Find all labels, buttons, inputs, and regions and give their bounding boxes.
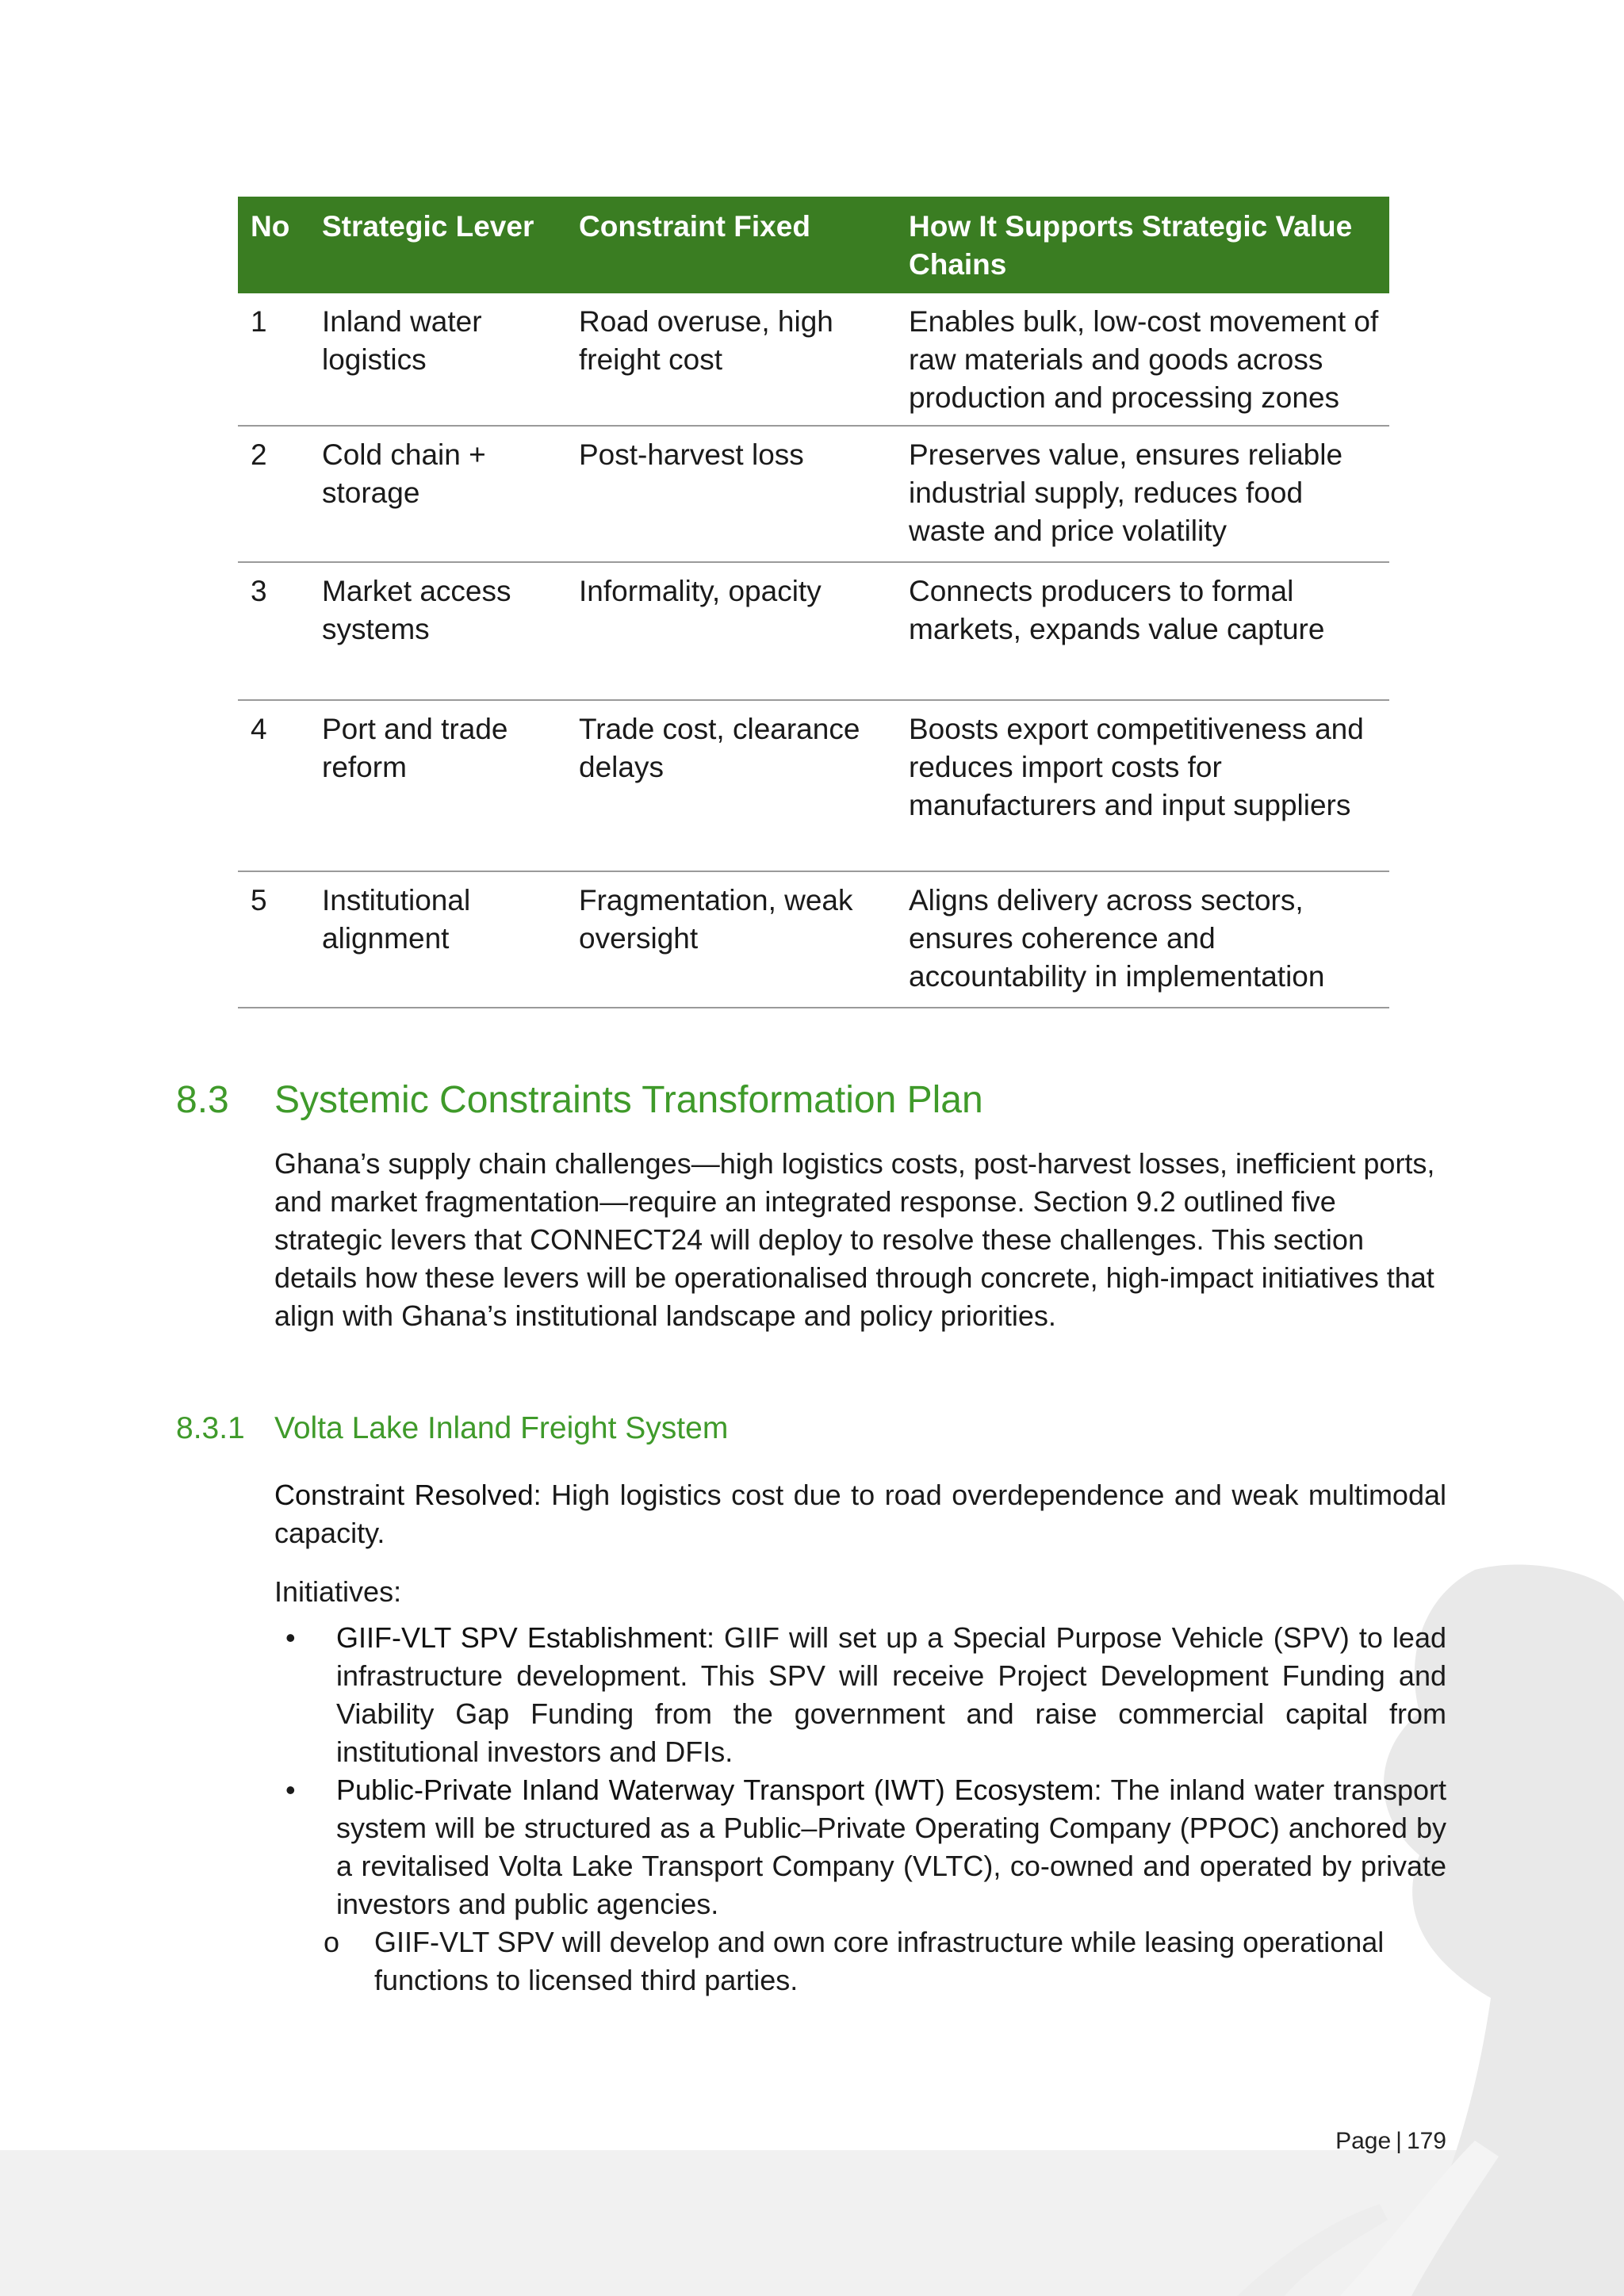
bullet-text — [336, 1619, 1446, 1771]
section-intro-paragraph: Ghana’s supply chain challenges—high logistics costs, post-harvest losses, inefficient ports, and market fragmentation—require an integrated response. Section 9.2 outlined five strategic levers that CONNECT24 will deploy to resolve these challenges. This section details how these levers will be operationalised through concrete, high-impact initiatives that align with Ghana’s institutional landscape and policy priorities. — [274, 1147, 1435, 1332]
table-header-row — [238, 197, 1389, 293]
section-title: Systemic Constraints Transformation Plan — [274, 1079, 983, 1121]
table-row — [238, 293, 1389, 426]
bullet-label: Public-Private Inland Waterway Transport (IWT) Ecosystem: — [336, 1774, 1102, 1806]
page-label: Page — [1335, 2128, 1392, 2154]
subsection-title: Volta Lake Inland Freight System — [274, 1411, 729, 1445]
cell-lever: Institutional alignment — [309, 871, 566, 1008]
bullet-body: The inland water transport system will be structured as a Public–Private Operating Company (PPOC) anchored by a revitalised Volta Lake Transport Company (VLTC), co-owned and operated by private investors and public agencies. — [336, 1774, 1446, 1920]
bullet-dot-icon: • — [285, 1774, 296, 1806]
list-item — [274, 1619, 1446, 1771]
cell-no: 1 — [238, 293, 309, 426]
initiatives-label: Initiatives: — [274, 1575, 402, 1608]
hollow-bullet-icon: o — [324, 1926, 340, 1958]
bullet-body: GIIF will set up a Special Purpose Vehicle (SPV) to lead infrastructure development. This SPV will receive Project Development Funding and Viability Gap Funding from the government and raise commercial capital from institutional investors and DFIs. — [336, 1621, 1446, 1768]
constraint-resolved-label: Constraint Resolved: — [274, 1479, 542, 1511]
bullet-label: GIIF-VLT SPV Establishment: — [336, 1621, 714, 1654]
page-separator: | — [1396, 2128, 1402, 2154]
sub-bullet-text: GIIF-VLT SPV will develop and own core infrastructure while leasing operational functions to licensed third parties. — [374, 1926, 1385, 1996]
cell-support: Enables bulk, low-cost movement of raw materials and goods across production and processing zones — [896, 293, 1389, 426]
header-how-it-supports: How It Supports Strategic Value Chains — [896, 197, 1389, 293]
cell-support: Aligns delivery across sectors, ensures coherence and accountability in implementation — [896, 871, 1389, 1008]
table-row — [238, 562, 1389, 700]
cell-lever: Port and trade reform — [309, 700, 566, 871]
cell-support: Connects producers to formal markets, expands value capture — [896, 562, 1389, 700]
list-item — [274, 1771, 1446, 1923]
bullet-dot-icon: • — [285, 1621, 296, 1654]
header-strategic-lever: Strategic Lever — [309, 197, 566, 293]
sub-list-item — [274, 1923, 1446, 1999]
cell-no: 4 — [238, 700, 309, 871]
constraint-resolved-paragraph — [274, 1476, 1446, 1552]
cell-lever: Cold chain + storage — [309, 426, 566, 562]
cell-constraint: Fragmentation, weak oversight — [566, 871, 896, 1008]
cell-support: Boosts export competitiveness and reduces import costs for manufacturers and input suppliers — [896, 700, 1389, 871]
cell-constraint: Informality, opacity — [566, 562, 896, 700]
section-number: 8.3 — [176, 1079, 229, 1121]
cell-lever: Inland water logistics — [309, 293, 566, 426]
page-number-value: 179 — [1406, 2128, 1446, 2154]
table-row — [238, 700, 1389, 871]
cell-no: 2 — [238, 426, 309, 562]
cell-no: 3 — [238, 562, 309, 700]
cell-constraint: Trade cost, clearance delays — [566, 700, 896, 871]
cell-lever: Market access systems — [309, 562, 566, 700]
header-constraint-fixed: Constraint Fixed — [566, 197, 896, 293]
subsection-number: 8.3.1 — [176, 1411, 245, 1445]
page-number — [1335, 2128, 1446, 2155]
table-row — [238, 426, 1389, 562]
header-no: No — [238, 197, 309, 293]
strategic-levers-table — [238, 197, 1389, 1008]
constraint-resolved-text: High logistics cost due to road overdependence and weak multimodal capacity. — [274, 1479, 1446, 1549]
bullet-text — [336, 1771, 1446, 1923]
cell-constraint: Road overuse, high freight cost — [566, 293, 896, 426]
cell-support: Preserves value, ensures reliable industrial supply, reduces food waste and price volatility — [896, 426, 1389, 562]
table-row — [238, 871, 1389, 1008]
cell-constraint: Post-harvest loss — [566, 426, 896, 562]
cell-no: 5 — [238, 871, 309, 1008]
